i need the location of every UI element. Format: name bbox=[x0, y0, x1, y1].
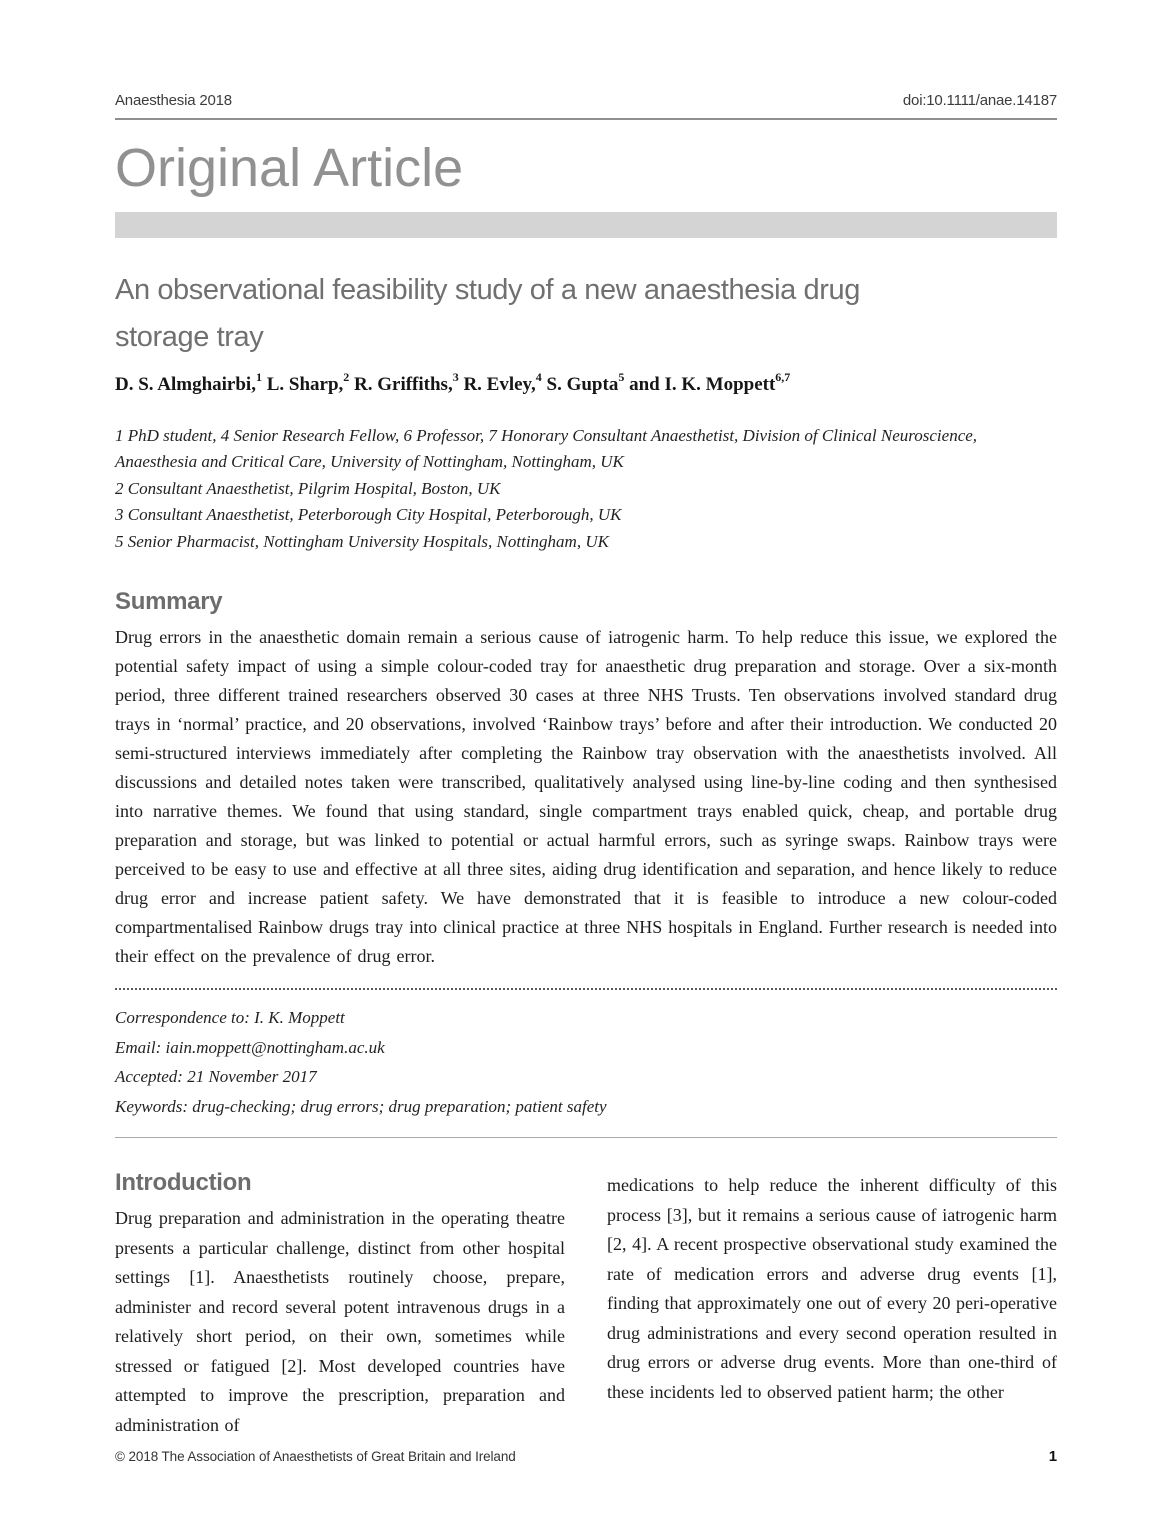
article-type-heading: Original Article bbox=[115, 138, 464, 198]
author-superscript: 4 bbox=[535, 370, 542, 385]
doi-text: doi:10.1111/anae.14187 bbox=[902, 92, 1057, 109]
title-bar-divider bbox=[115, 212, 1057, 238]
page-number: 1 bbox=[1048, 1448, 1057, 1465]
page-footer bbox=[115, 1448, 1057, 1465]
correspondence-line: Correspondence to: I. K. Moppett bbox=[115, 1008, 345, 1028]
two-column-body bbox=[115, 1169, 1057, 1440]
correspondence-email-line: Email: iain.moppett@nottingham.ac.uk bbox=[115, 1037, 385, 1057]
author-name: R. Evley, bbox=[458, 373, 536, 395]
affiliation-block bbox=[115, 423, 1057, 556]
author-name: D. S. Almghairbi, bbox=[115, 373, 256, 395]
copyright-text: © 2018 The Association of Anaesthetists of Great Britain and Ireland bbox=[115, 1449, 516, 1464]
introduction-heading: Introduction bbox=[115, 1169, 252, 1197]
author-name: R. Griffiths, bbox=[349, 373, 453, 395]
author-superscript: 5 bbox=[618, 370, 625, 385]
affiliation-line: 3 Consultant Anaesthetist, Peterborough City Hospital, Peterborough, UK bbox=[115, 505, 622, 525]
dotted-divider bbox=[115, 988, 1057, 990]
author-superscript: 1 bbox=[255, 370, 262, 385]
author-list bbox=[115, 370, 1057, 396]
introduction-left-text: Drug preparation and administration in the operating theatre presents a particular challenge, distinct from other hospital settings [1]. Anaesthetists routinely choose, prepare, administer and record several potent intravenous drugs in a relatively short period, on their own, sometimes while stressed or fatigued [2]. Most developed countries have attempted to improve the prescription, preparation and administration of bbox=[115, 1208, 565, 1435]
author-superscript: 6,7 bbox=[775, 370, 791, 385]
article-title-line2: storage tray bbox=[115, 320, 264, 353]
author-superscript: 3 bbox=[452, 370, 459, 385]
section-divider bbox=[115, 1137, 1057, 1138]
author-superscript: 2 bbox=[343, 370, 350, 385]
journal-name: Anaesthesia 2018 bbox=[115, 92, 232, 109]
author-name: L. Sharp, bbox=[261, 373, 344, 395]
article-title-line1: An observational feasibility study of a new anaesthesia drug bbox=[115, 273, 860, 306]
summary-heading: Summary bbox=[115, 588, 223, 616]
affiliation-line: 5 Senior Pharmacist, Nottingham University Hospitals, Nottingham, UK bbox=[115, 531, 609, 551]
affiliation-line: 1 PhD student, 4 Senior Research Fellow, 6 Professor, 7 Honorary Consultant Anaesthetist, Division of Clinical Neuroscience, Anaesthesia and Critical Care, University of Nottingham, Nottingham, UK bbox=[115, 425, 978, 472]
author-name: and I. K. Moppett bbox=[624, 373, 776, 395]
left-column bbox=[115, 1169, 565, 1440]
header-divider bbox=[115, 118, 1057, 120]
keywords-line: Keywords: drug-checking; drug errors; drug preparation; patient safety bbox=[115, 1096, 607, 1116]
affiliation-line: 2 Consultant Anaesthetist, Pilgrim Hospital, Boston, UK bbox=[115, 478, 501, 498]
correspondence-block bbox=[115, 1003, 1057, 1121]
article-title bbox=[115, 267, 1057, 361]
running-head bbox=[115, 92, 1057, 109]
author-name: S. Gupta bbox=[541, 373, 619, 395]
summary-text: Drug errors in the anaesthetic domain remain a serious cause of iatrogenic harm. To help reduce this issue, we explored the potential safety impact of using a simple colour-coded tray for anaesthetic drug preparation and storage. Over a six-month period, three different trained researchers observed 30 cases at three NHS Trusts. Ten observations involved standard drug trays in ‘normal’ practice, and 20 observations, involved ‘Rainbow trays’ before and after their introduction. We conducted 20 semi-structured interviews immediately after completing the Rainbow tray observation with the anaesthetists involved. All discussions and detailed notes taken were transcribed, qualitatively analysed using line-by-line coding and then synthesised into narrative themes. We found that using standard, single compartment trays enabled quick, cheap, and portable drug preparation and storage, but was linked to potential or actual harmful errors, such as syringe swaps. Rainbow trays were perceived to be easy to use and effective at all three sites, aiding drug identification and separation, and hence likely to reduce drug error and increase patient safety. We have demonstrated that it is feasible to introduce a new colour-coded compartmentalised Rainbow drugs tray into clinical practice at three NHS hospitals in England. Further research is needed into their effect on the prevalence of drug error. bbox=[115, 627, 1057, 967]
introduction-right-text: medications to help reduce the inherent difficulty of this process [3], but it remains a serious cause of iatrogenic harm [2, 4]. A recent prospective observational study examined the rate of medication errors and adverse drug events [1], finding that approximately one out of every 20 peri-operative drug administrations and every second operation resulted in drug errors or adverse drug events. More than one-third of these incidents led to observed patient harm; the other bbox=[607, 1175, 1057, 1402]
right-column bbox=[607, 1169, 1057, 1440]
accepted-date-line: Accepted: 21 November 2017 bbox=[115, 1067, 317, 1087]
